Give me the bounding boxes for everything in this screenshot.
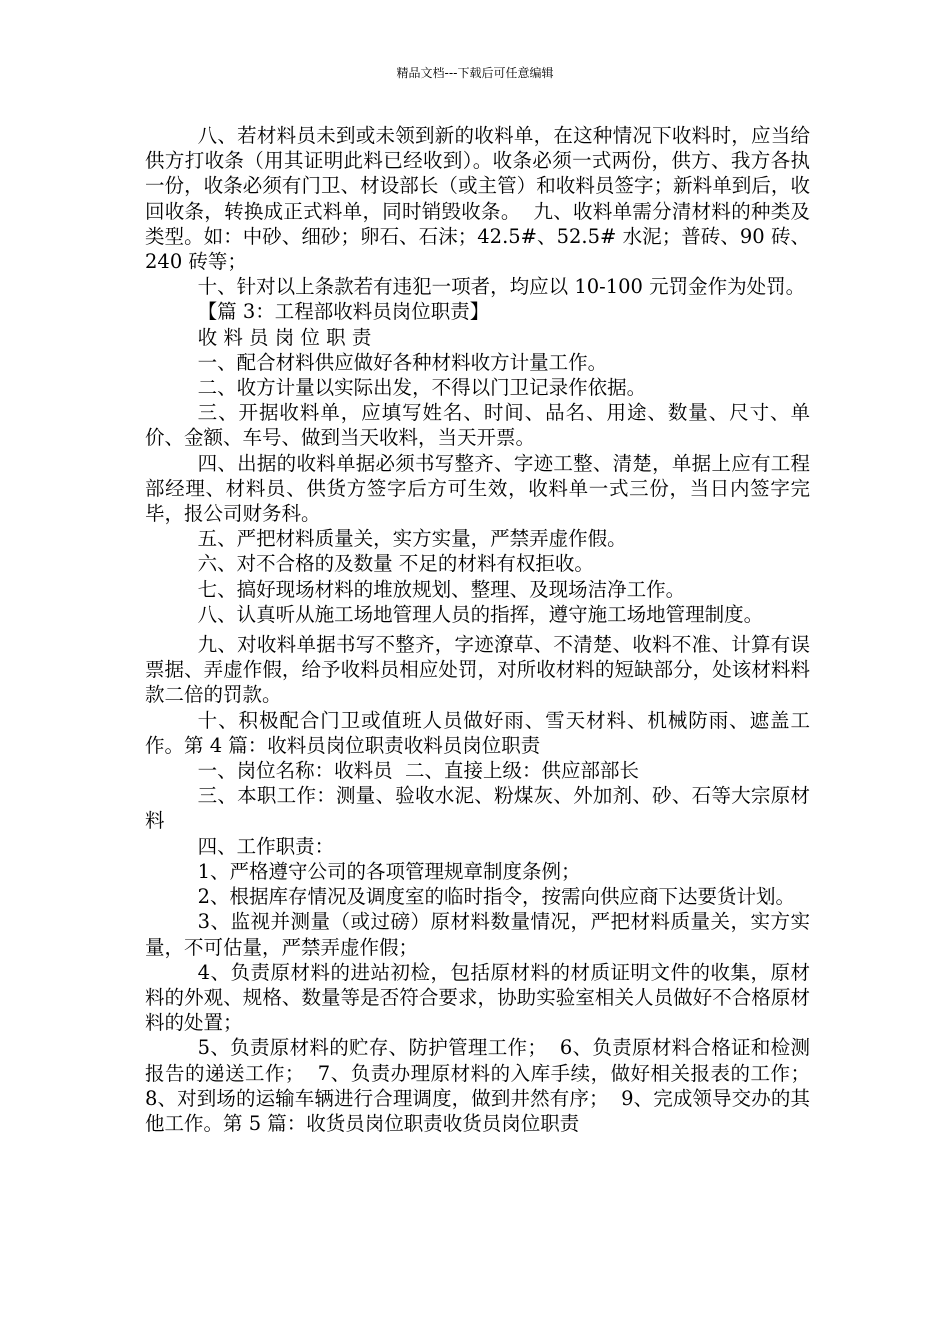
paragraph: 十、积极配合门卫或值班人员做好雨、雪天材料、机械防雨、遮盖工作。第 4 篇：收料员岗位职责收料员岗位职责 (145, 708, 810, 757)
paragraph: 四、工作职责： (197, 834, 335, 858)
paragraph: 一、配合材料供应做好各种材料收方计量工作。 (197, 350, 608, 374)
paragraph: 2、根据库存情况及调度室的临时指令，按需向供应商下达要货计划。 (197, 885, 796, 909)
paragraph: 三、开据收料单，应填写姓名、时间、品名、用途、数量、尺寸、单价、金额、车号、做到当天收料，当天开票。 (145, 401, 810, 450)
paragraph: 4、负责原材料的进站初检，包括原材料的材质证明文件的收集，原材料的外观、规格、数量等是否符合要求，协助实验室相关人员做好不合格原材料的处置； (145, 960, 810, 1035)
document-body (145, 123, 823, 1136)
paragraph: 【篇 3：工程部收料员岗位职责】 (197, 300, 490, 324)
paragraph: 五、严把材料质量关，实方实量，严禁弄虚作假。 (197, 527, 627, 551)
paragraph: 十、针对以上条款若有违犯一项者，均应以 10-100 元罚金作为处罚。 (197, 275, 806, 299)
paragraph: 5、负责原材料的贮存、防护管理工作； 6、负责原材料合格证和检测报告的递送工作； 7、负责办理原材料的入库手续，做好相关报表的工作； 8、对到场的运输车辆进行合理调度，做到井然有序； 9、完成领导交办的其他工作。第 5 篇：收货员岗位职责收货员岗位职责 (145, 1036, 823, 1135)
paragraph: 八、若材料员未到或未领到新的收料单，在这种情况下收料时，应当给供方打收条（用其证明此料已经收到）。收条必须一式两份，供方、我方各执一份，收条必须有门卫、材设部长（或主管）和收料员签字；新料单到后，收回收条，转换成正式料单，同时销毁收条。 九、收料单需分清材料的种类及类型。如：中砂、细砂；卵石、石沫；42.5#、52.5# 水泥；普砖、90 砖、240 砖等； (145, 124, 810, 274)
paragraph: 收 料 员 岗 位 职 责 (197, 325, 372, 349)
paragraph: 3、监视并测量（或过磅）原材料数量情况，严把材料质量关，实方实量，不可估量，严禁弄虚作假； (145, 910, 810, 959)
paragraph: 六、对不合格的及数量 不足的材料有权拒收。 (197, 552, 594, 576)
paragraph: 九、对收料单据书写不整齐，字迹潦草、不清楚、收料不准、计算有误票据、弄虚作假，给予收料员相应处罚，对所收材料的短缺部分，处该材料料款二倍的罚款。 (145, 633, 810, 707)
paragraph: 三、本职工作：测量、验收水泥、粉煤灰、外加剂、砂、石等大宗原材料 (145, 784, 810, 833)
paragraph: 四、出据的收料单据必须书写整齐、字迹工整、清楚，单据上应有工程部经理、材料员、供货方签字后方可生效，收料单一式三份，当日内签字完毕，报公司财务科。 (145, 451, 810, 526)
paragraph: 1、严格遵守公司的各项管理规章制度条例； (197, 859, 581, 883)
page-header: 精品文档---下载后可任意编辑 (396, 66, 554, 80)
paragraph: 一、岗位名称：收料员 二、直接上级：供应部部长 (197, 759, 640, 783)
paragraph: 七、搞好现场材料的堆放规划、整理、及现场洁净工作。 (197, 577, 686, 601)
paragraph: 二、收方计量以实际出发，不得以门卫记录作依据。 (197, 376, 647, 400)
paragraph: 八、认真听从施工场地管理人员的指挥，遵守施工场地管理制度。 (197, 602, 764, 626)
